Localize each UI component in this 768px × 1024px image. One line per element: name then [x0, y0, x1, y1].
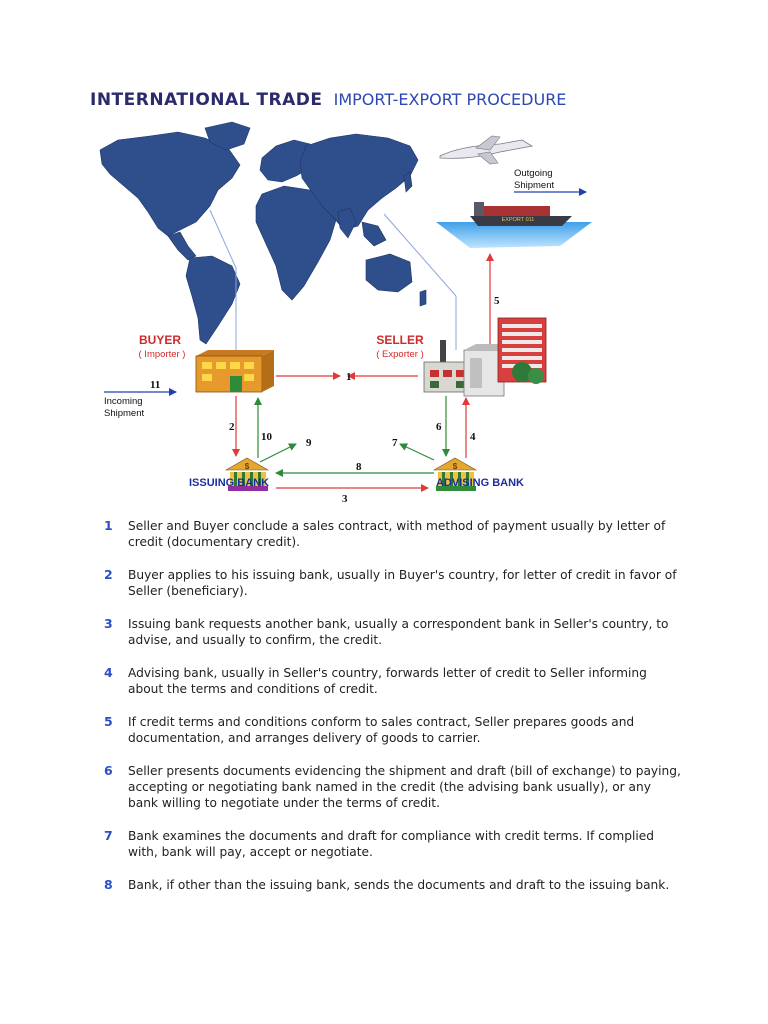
step-item [104, 763, 684, 811]
ship-label: EXPORT 011 [501, 217, 535, 223]
southeast-asia [362, 222, 386, 246]
seller-factory-icon [424, 318, 546, 396]
incoming-label-line2: Shipment [104, 408, 145, 419]
advising-bank-label: ADVISING BANK [435, 477, 525, 489]
step-text: Issuing bank requests another bank, usually a correspondent bank in Seller's country, to advise, and usually to confirm, the credit. [128, 617, 669, 647]
new-zealand [420, 290, 426, 306]
step-text: Buyer applies to his issuing bank, usually in Buyer's country, for letter of credit in favor of Seller (beneficiary). [128, 568, 677, 598]
north-america [100, 132, 240, 236]
outgoing-label-line2: Shipment [514, 180, 555, 191]
arrow-number-5: 5 [494, 295, 500, 307]
buyer-role: ( Importer ) [138, 349, 186, 360]
step-item [104, 714, 684, 746]
procedure-steps [104, 518, 684, 910]
arrow-number-3: 3 [342, 493, 348, 505]
arrow-number-9: 9 [306, 437, 312, 449]
incoming-label-line1: Incoming [104, 396, 143, 407]
step-item [104, 567, 684, 599]
arrow-number-6: 6 [436, 421, 442, 433]
title-main: INTERNATIONAL TRADE [90, 90, 323, 110]
buyer-label: BUYER [138, 333, 182, 347]
arrow-number-10: 10 [261, 431, 272, 443]
step-text: If credit terms and conditions conform to sales contract, Seller prepares goods and documentation, and arranges delivery of goods to carrier. [128, 715, 635, 745]
airplane-icon [440, 136, 532, 164]
australia [366, 254, 412, 292]
step-item [104, 665, 684, 697]
step-number: 3 [104, 616, 113, 631]
seller-role: ( Exporter ) [376, 349, 424, 360]
arrow-number-1: 1 [346, 371, 352, 383]
step-item [104, 616, 684, 648]
central-america [168, 232, 196, 260]
step-text: Seller presents documents evidencing the shipment and draft (bill of exchange) to paying, accepting or negotiating bank named in the credit (the advising bank usually), or any bank willing to negotiate under the terms of credit. [128, 764, 681, 810]
arrow-number-2: 2 [229, 421, 235, 433]
step-number: 2 [104, 567, 113, 582]
step-text: Bank, if other than the issuing bank, sends the documents and draft to the issuing bank. [128, 878, 670, 892]
title-sub: IMPORT-EXPORT PROCEDURE [333, 90, 567, 109]
svg-text:$: $ [244, 462, 250, 471]
arrow-number-11: 11 [150, 379, 161, 391]
step-text: Seller and Buyer conclude a sales contract, with method of payment usually by letter of credit (documentary credit). [128, 519, 666, 549]
step-number: 4 [104, 665, 113, 680]
outgoing-label-line1: Outgoing [514, 168, 553, 179]
step-number: 8 [104, 877, 113, 892]
arrow-number-7: 7 [392, 437, 398, 449]
cargo-ship-icon [436, 202, 592, 248]
step-item [104, 518, 684, 550]
step-text: Bank examines the documents and draft for compliance with credit terms. If complied with, bank will pay, accept or negotiate. [128, 829, 654, 859]
south-america [186, 256, 240, 344]
step-item [104, 828, 684, 860]
step-number: 5 [104, 714, 113, 729]
arrow-number-4: 4 [470, 431, 476, 443]
step-text: Advising bank, usually in Seller's country, forwards letter of credit to Seller informing about the terms and conditions of credit. [128, 666, 647, 696]
step-number: 1 [104, 518, 113, 533]
seller-label: SELLER [376, 333, 424, 347]
step-number: 6 [104, 763, 113, 778]
issuing-bank-label: ISSUING BANK [188, 477, 270, 489]
step-number: 7 [104, 828, 113, 843]
world-map [100, 122, 426, 344]
svg-text:$: $ [452, 462, 458, 471]
step-item [104, 877, 684, 893]
arrow-number-8: 8 [356, 461, 362, 473]
buyer-building-icon [196, 350, 274, 392]
